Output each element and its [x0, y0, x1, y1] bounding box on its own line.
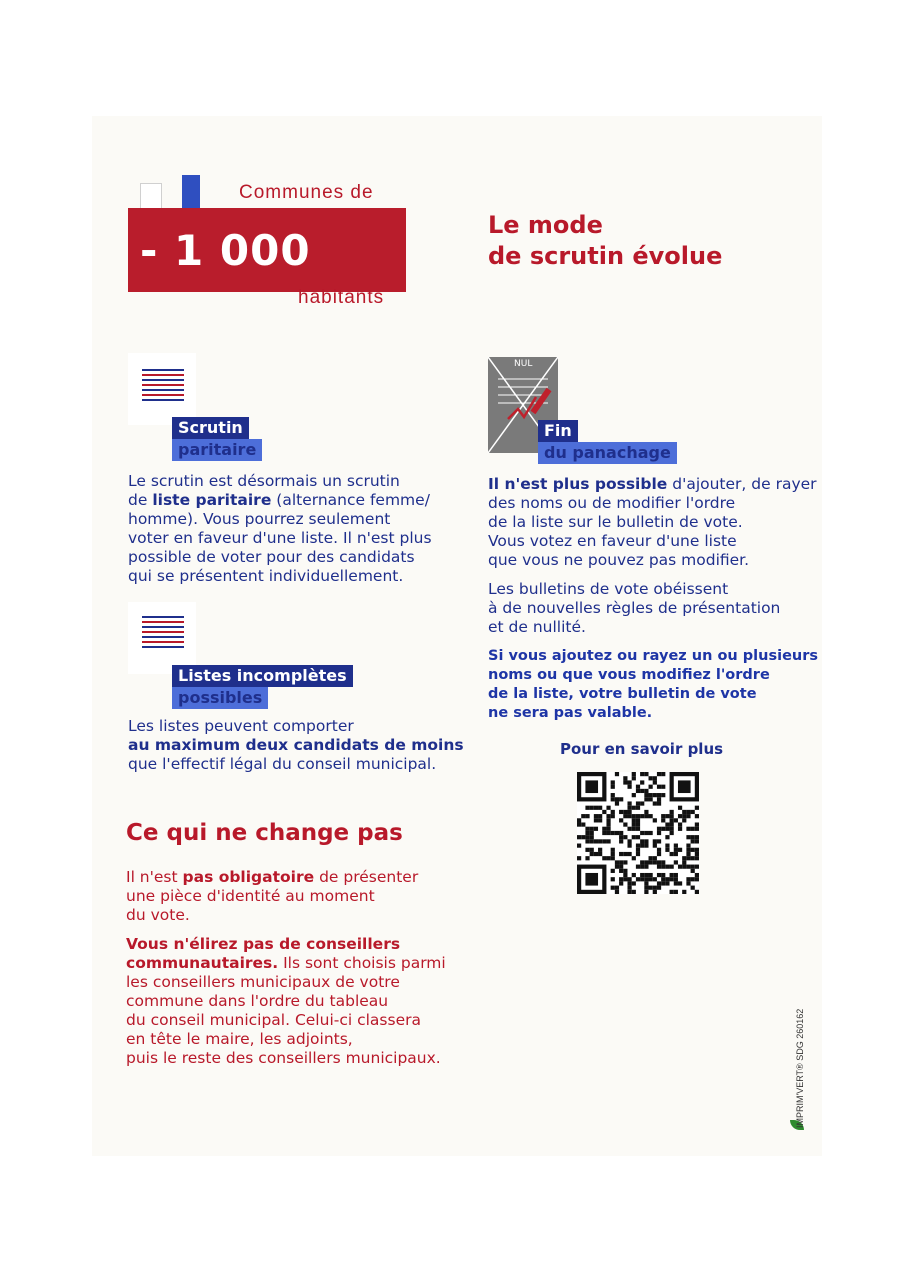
bold-line: Vous n'élirez pas de conseillers [126, 935, 401, 953]
tag-fin-panachage [538, 420, 677, 464]
main-title-line2: de scrutin évolue [488, 242, 723, 270]
tag-listes-line2: possibles [172, 687, 268, 709]
text-line [488, 475, 817, 494]
text-line [126, 868, 418, 887]
bold-span: Il n'est plus possible [488, 475, 668, 493]
unchanged-para-2 [126, 935, 446, 1068]
text-line: de la liste sur le bulletin de vote. [488, 513, 743, 531]
bold-span: pas obligatoire [182, 868, 315, 886]
count-value: - 1 000 [140, 226, 311, 275]
communes-label: Communes de [239, 182, 374, 203]
text-line: du vote. [126, 906, 190, 924]
imprim-vert-label: IMPRIM'VERT® SDG 260162 [795, 1008, 805, 1128]
unchanged-para-1 [126, 868, 418, 925]
text-line [128, 491, 432, 510]
text-line: du conseil municipal. Celui-ci classera [126, 1011, 421, 1029]
bold-line: de la liste, votre bulletin de vote [488, 686, 757, 702]
text-line: commune dans l'ordre du tableau [126, 992, 389, 1010]
text-line: puis le reste des conseillers municipaux. [126, 1049, 441, 1067]
bold-span: communautaires. [126, 954, 279, 972]
text-line: qui se présentent individuellement. [128, 567, 404, 585]
fin-panachage-para-2 [488, 580, 780, 637]
text-line [126, 954, 446, 973]
tag-fin-line1: Fin [538, 420, 578, 442]
text-line: que vous ne pouvez pas modifier. [488, 551, 750, 569]
qr-code-graphic [577, 772, 699, 894]
tag-fin-line2: du panachage [538, 442, 677, 464]
flag-lines-icon [128, 602, 196, 674]
text-span: de [128, 491, 153, 509]
text-line: à de nouvelles règles de présentation [488, 599, 781, 617]
tag-listes-incompletes [172, 665, 353, 709]
text-line: Les listes peuvent comporter [128, 717, 354, 735]
tag-listes-line1: Listes incomplètes [172, 665, 353, 687]
tag-scrutin-paritaire [172, 417, 262, 461]
bold-line: Si vous ajoutez ou rayez un ou plusieurs [488, 648, 819, 664]
text-line: Vous votez en faveur d'une liste [488, 532, 737, 550]
bold-line: noms ou que vous modifiez l'ordre [488, 667, 770, 683]
fin-panachage-para-1 [488, 475, 817, 570]
text-line: que l'effectif légal du conseil municipal. [128, 755, 437, 773]
text-span: Il n'est [126, 868, 183, 886]
section-title-unchanged: Ce qui ne change pas [126, 820, 403, 846]
bold-span: liste paritaire [152, 491, 272, 509]
qr-code-icon[interactable] [577, 772, 699, 894]
text-span: (alternance femme/ [271, 491, 430, 509]
learn-more-label: Pour en savoir plus [560, 740, 724, 758]
habitants-label: habitants [298, 287, 385, 308]
text-line: homme). Vous pourrez seulement [128, 510, 391, 528]
tag-scrutin-line1: Scrutin [172, 417, 249, 439]
text-line: en tête le maire, les adjoints, [126, 1030, 353, 1048]
bold-line: au maximum deux candidats de moins [128, 736, 464, 754]
text-span: Ils sont choisis parmi [278, 954, 446, 972]
text-span: d'ajouter, de rayer [667, 475, 817, 493]
tag-scrutin-line2: paritaire [172, 439, 262, 461]
nul-label: NUL [514, 359, 533, 369]
listes-incompletes-text [128, 717, 464, 774]
scrutin-paritaire-text [128, 472, 432, 586]
text-line: possible de voter pour des candidats [128, 548, 415, 566]
text-line: Les bulletins de vote obéissent [488, 580, 729, 598]
fin-panachage-para-3 [488, 647, 818, 723]
text-line: une pièce d'identité au moment [126, 887, 375, 905]
flag-lines-icon [128, 353, 196, 425]
text-line: Le scrutin est désormais un scrutin [128, 472, 400, 490]
bold-line: ne sera pas valable. [488, 705, 653, 721]
main-title-line1: Le mode [488, 211, 603, 239]
text-line: les conseillers municipaux de votre [126, 973, 400, 991]
text-line: voter en faveur d'une liste. Il n'est plus [128, 529, 432, 547]
main-title [488, 210, 722, 272]
text-line: des noms ou de modifier l'ordre [488, 494, 736, 512]
text-span: de présenter [314, 868, 419, 886]
text-line: et de nullité. [488, 618, 586, 636]
